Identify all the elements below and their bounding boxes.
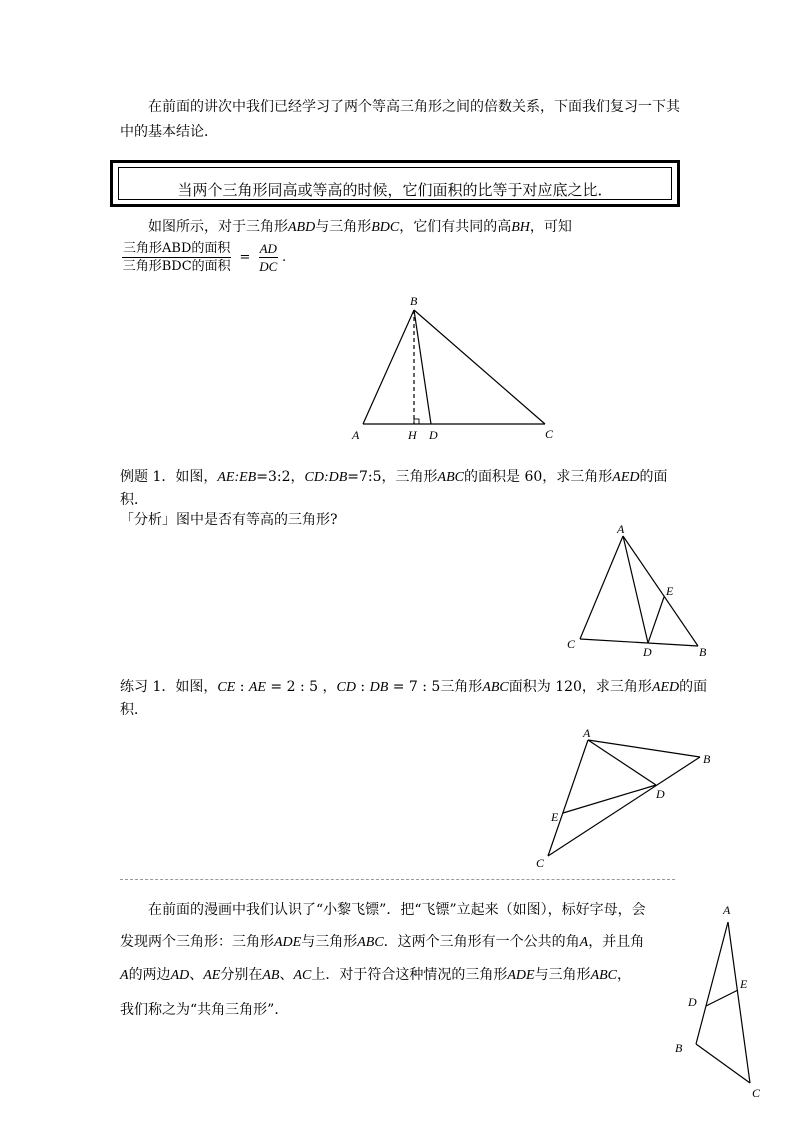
formula-period: .	[282, 250, 287, 265]
fig1-label-h: H	[408, 428, 417, 442]
para-2-g: ，并且角	[588, 934, 645, 950]
example-1-text-g: 的面积是 60，求三角形	[464, 469, 613, 485]
practice-1-ratio-1: = 2 : 5 ，	[265, 679, 337, 695]
fig4-label-b: B	[675, 1041, 683, 1055]
fig4-segment-de	[706, 990, 738, 1006]
para-2-angle-a: A	[579, 935, 589, 950]
para-2-a: 发现两个三角形：三角形	[120, 934, 274, 950]
fig2-label-b: B	[699, 645, 707, 659]
para-line-4: 我们称之为“共角三角形”．	[120, 1002, 289, 1018]
explain-text-e: ，它们有共同的高	[399, 219, 512, 235]
fig1-label-d: D	[429, 428, 438, 442]
para-3-j: 上．对于符合这种情况的三角形	[311, 967, 508, 983]
fig2-label-e: E	[666, 584, 674, 598]
fig4-side-bc	[696, 1044, 750, 1083]
para-3-ad: AD	[170, 968, 190, 983]
practice-1-cd: CD	[336, 680, 356, 695]
fraction-left-denominator: 三角形BDC的面积	[122, 259, 231, 274]
practice-1-text-l: 面积为 120，求三角形	[508, 679, 652, 695]
practice-1-colon-1: :	[235, 679, 249, 695]
example-1-ratio-cd-db: CD:DB	[304, 470, 348, 485]
fig4-side-ab	[696, 922, 728, 1044]
example-1-label-aed: AED	[612, 470, 640, 485]
fig4-label-e: E	[740, 977, 748, 991]
practice-1-text-a: 练习 1．如图，	[120, 679, 218, 695]
theorem-text: 当两个三角形同高或等高的时候，它们面积的比等于对应底之比．	[177, 181, 613, 199]
fig1-label-b: B	[410, 294, 418, 308]
practice-1-colon-2: :	[355, 679, 370, 695]
fig3-label-d: D	[656, 787, 665, 801]
practice-1-db: DB	[369, 680, 389, 695]
example-1-analysis: 「分析」图中是否有等高的三角形?	[120, 512, 338, 528]
fraction-left-numerator: 三角形ABD的面积	[123, 241, 231, 256]
example-1-label-abc: ABC	[437, 470, 464, 485]
fig4-side-ac	[728, 922, 750, 1083]
example-1-text-e: =7:5，三角形	[347, 469, 438, 485]
para-2-e: ．这两个三角形有一个公共的角	[383, 934, 580, 950]
fig1-label-a: A	[352, 428, 360, 442]
para-3-l: 与三角形	[534, 967, 591, 983]
para-2-abc: ABC	[357, 935, 384, 950]
fig4-label-d: D	[688, 995, 697, 1009]
fig4-label-a: A	[723, 903, 731, 917]
explain-text-c: 与三角形	[315, 219, 372, 235]
para-3-ae: AE	[203, 968, 221, 983]
para-2-ade: ADE	[274, 935, 302, 950]
para-3-d: 、	[189, 967, 204, 983]
para-3-n: ，	[617, 967, 632, 983]
intro-line-2: 中的基本结论．	[120, 124, 218, 140]
fig3-label-a: A	[583, 726, 591, 740]
practice-1-ce: CE	[217, 680, 236, 695]
fig3-label-e: E	[551, 810, 559, 824]
para-3-abc: ABC	[590, 968, 618, 983]
practice-1-label-aed: AED	[651, 680, 680, 695]
fig4-label-c: C	[752, 1086, 761, 1100]
label-abd: ABD	[288, 220, 316, 235]
para-3-h: 、	[279, 967, 294, 983]
para-3-ade: ADE	[507, 968, 535, 983]
example-1-text-c: =3:2，	[256, 469, 305, 485]
equals-sign: =	[239, 250, 251, 265]
example-1-text-i: 的面	[639, 469, 668, 485]
fig2-label-c: C	[567, 637, 576, 651]
fig2-label-d: D	[643, 645, 652, 659]
example-1-ratio-ae-eb: AE:EB	[217, 470, 257, 485]
explain-text-g: ，可知	[529, 219, 572, 235]
practice-1-ae: AE	[248, 680, 266, 695]
practice-1-ratio-2: = 7 : 5	[388, 679, 441, 695]
example-1-text-a: 例题 1．如图，	[120, 469, 218, 485]
practice-1-text-n: 的面	[679, 679, 708, 695]
para-line-1: 在前面的漫画中我们认识了“小黎飞镖”．把“飞镖”立起来（如图），标好字母，会	[148, 902, 646, 918]
explain-text-a: 如图所示，对于三角形	[148, 219, 288, 235]
fig3-label-c: C	[536, 856, 545, 870]
fig3-label-b: B	[703, 752, 711, 766]
label-bdc: BDC	[371, 220, 400, 235]
fraction-right-numerator: AD	[259, 241, 277, 256]
label-bh: BH	[511, 220, 530, 235]
fraction-right-denominator: DC	[259, 259, 278, 274]
para-2-c: 与三角形	[301, 934, 358, 950]
para-3-ac: AC	[293, 968, 312, 983]
example-1-line-2: 积．	[120, 492, 148, 508]
para-3-ab: AB	[262, 968, 280, 983]
practice-1-line-2: 积．	[120, 702, 148, 718]
para-3-b: 的两边	[128, 967, 171, 983]
para-3-a: A	[120, 968, 129, 983]
practice-1-text-j: 三角形	[440, 679, 483, 695]
fig2-label-a: A	[617, 522, 625, 536]
fig1-label-c: C	[545, 427, 554, 441]
intro-line-1: 在前面的讲次中我们已经学习了两个等高三角形之间的倍数关系，下面我们复习一下其	[148, 99, 680, 115]
practice-1-label-abc: ABC	[482, 680, 509, 695]
para-3-f: 分别在	[220, 967, 263, 983]
